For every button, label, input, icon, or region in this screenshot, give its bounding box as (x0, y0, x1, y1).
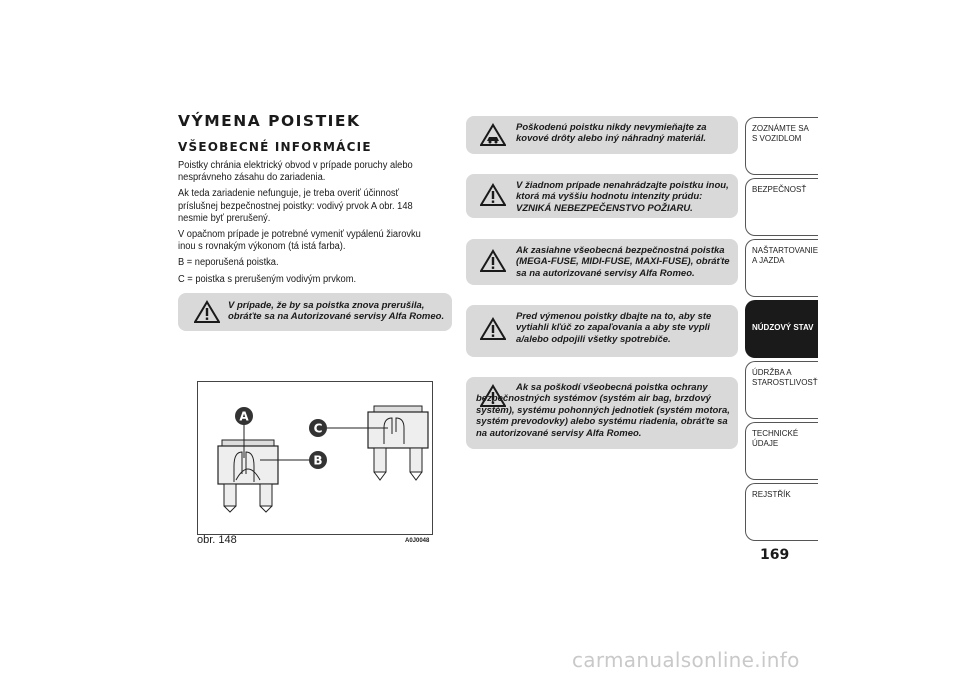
sidebar-tab-technical[interactable] (745, 422, 818, 480)
sidebar-tab-maintenance[interactable] (745, 361, 818, 419)
warning-box (178, 293, 452, 331)
warning-text: V žiadnom prípade nenahrádzajte poistku inou, ktorá má vyššiu hodnotu intenzity prúdu: VZNIKÁ NEBEZPEČENSTVO POŽIARU. (516, 180, 729, 214)
paragraph: B = neporušená poistka. (178, 257, 279, 269)
warning-text (476, 382, 732, 439)
fuse-figure (197, 381, 433, 535)
warning-text: Ak zasiahne všeobecná bezpečnostná poistka (MEGA-FUSE, MIDI-FUSE, MAXI-FUSE), obráťte sa na autorizované servisy Alfa Romeo. (516, 245, 730, 279)
warning-triangle-icon (480, 317, 506, 341)
paragraph: Ak teda zariadenie nefunguje, je treba overiť účinnosť príslušnej bezpečnostnej poistky: vodivý prvok A obr. 148 nesmie byť prerušený. (178, 188, 413, 224)
warning-box (466, 174, 738, 218)
watermark: carmanualsonline.info (572, 648, 800, 672)
sidebar-tab-label: TECHNICKÉ ÚDAJE (752, 429, 799, 448)
paragraph: Poistky chránia elektrický obvod v prípade poruchy alebo nesprávneho zásahu do zariadenia. (178, 160, 413, 184)
warning-box (466, 305, 738, 357)
warning-text-content: Ak sa poškodí všeobecná poistka ochrany bezpečnostných systémov (systém air bag, brzdový systém), systému pohonných jednotiek (systém motora, systém prevodovky) alebo systému riadenia, obráťte sa na autorizované servisy Alfa Romeo. (476, 382, 730, 439)
warning-box (466, 239, 738, 285)
sidebar-tab-label: ÚDRŽBA A STAROSTLIVOSŤ (752, 368, 818, 387)
sidebar-tab-emergency[interactable] (745, 300, 818, 358)
body-text (178, 160, 438, 290)
warning-triangle-icon (194, 300, 220, 324)
sidebar-tab-label: NAŠTARTOVANIE A JAZDA (752, 246, 819, 265)
page-number: 169 (760, 547, 790, 563)
warning-box (466, 116, 738, 154)
blown-fuse (368, 406, 428, 480)
label-c: C (313, 421, 323, 436)
warning-text: Pred výmenou poistky dbajte na to, aby ste vytiahli kľúč zo zapaľovania a aby ste vypli a/alebo odpojili všetky spotrebiče. (516, 311, 712, 345)
section-title: VÝMENA POISTIEK (178, 112, 361, 130)
sidebar-tab-label: NÚDZOVÝ STAV (752, 323, 814, 332)
label-a: A (239, 409, 249, 424)
paragraph: C = poistka s prerušeným vodivým prvkom. (178, 273, 357, 285)
sidebar-tab-vehicle[interactable] (745, 117, 818, 175)
sidebar-tab-driving[interactable] (745, 239, 818, 297)
warning-text: V prípade, že by sa poistka znova prerušila, obráťte sa na Autorizované servisy Alfa Romeo. (228, 300, 445, 323)
warning-box (466, 377, 738, 449)
sidebar-tab-label: BEZPEČNOSŤ (752, 185, 807, 194)
sidebar-tab-index[interactable] (745, 483, 818, 541)
sidebar-tab-label: REJSTŘÍK (752, 490, 791, 499)
figure-code: A0J0048 (405, 538, 430, 544)
sidebar-tab-label: ZOZNÁMTE SA S VOZIDLOM (752, 124, 809, 143)
paragraph: V opačnom prípade je potrebné vymeniť vypálenú žiarovku inou s rovnakým výkonom (tá istá farba). (178, 229, 421, 253)
warning-triangle-icon (480, 183, 506, 207)
sidebar-tab-safety[interactable] (745, 178, 818, 236)
intact-fuse (218, 440, 278, 512)
warning-car-icon (480, 123, 506, 147)
figure-caption: obr. 148 (197, 534, 237, 546)
warning-triangle-icon (480, 249, 506, 273)
warning-text: Poškodenú poistku nikdy nevymieňajte za kovové drôty alebo iný náhradný materiál. (516, 122, 707, 145)
label-b: B (313, 453, 323, 468)
fuse-illustration (198, 382, 432, 534)
subsection-title: VŠEOBECNÉ INFORMÁCIE (178, 140, 372, 154)
